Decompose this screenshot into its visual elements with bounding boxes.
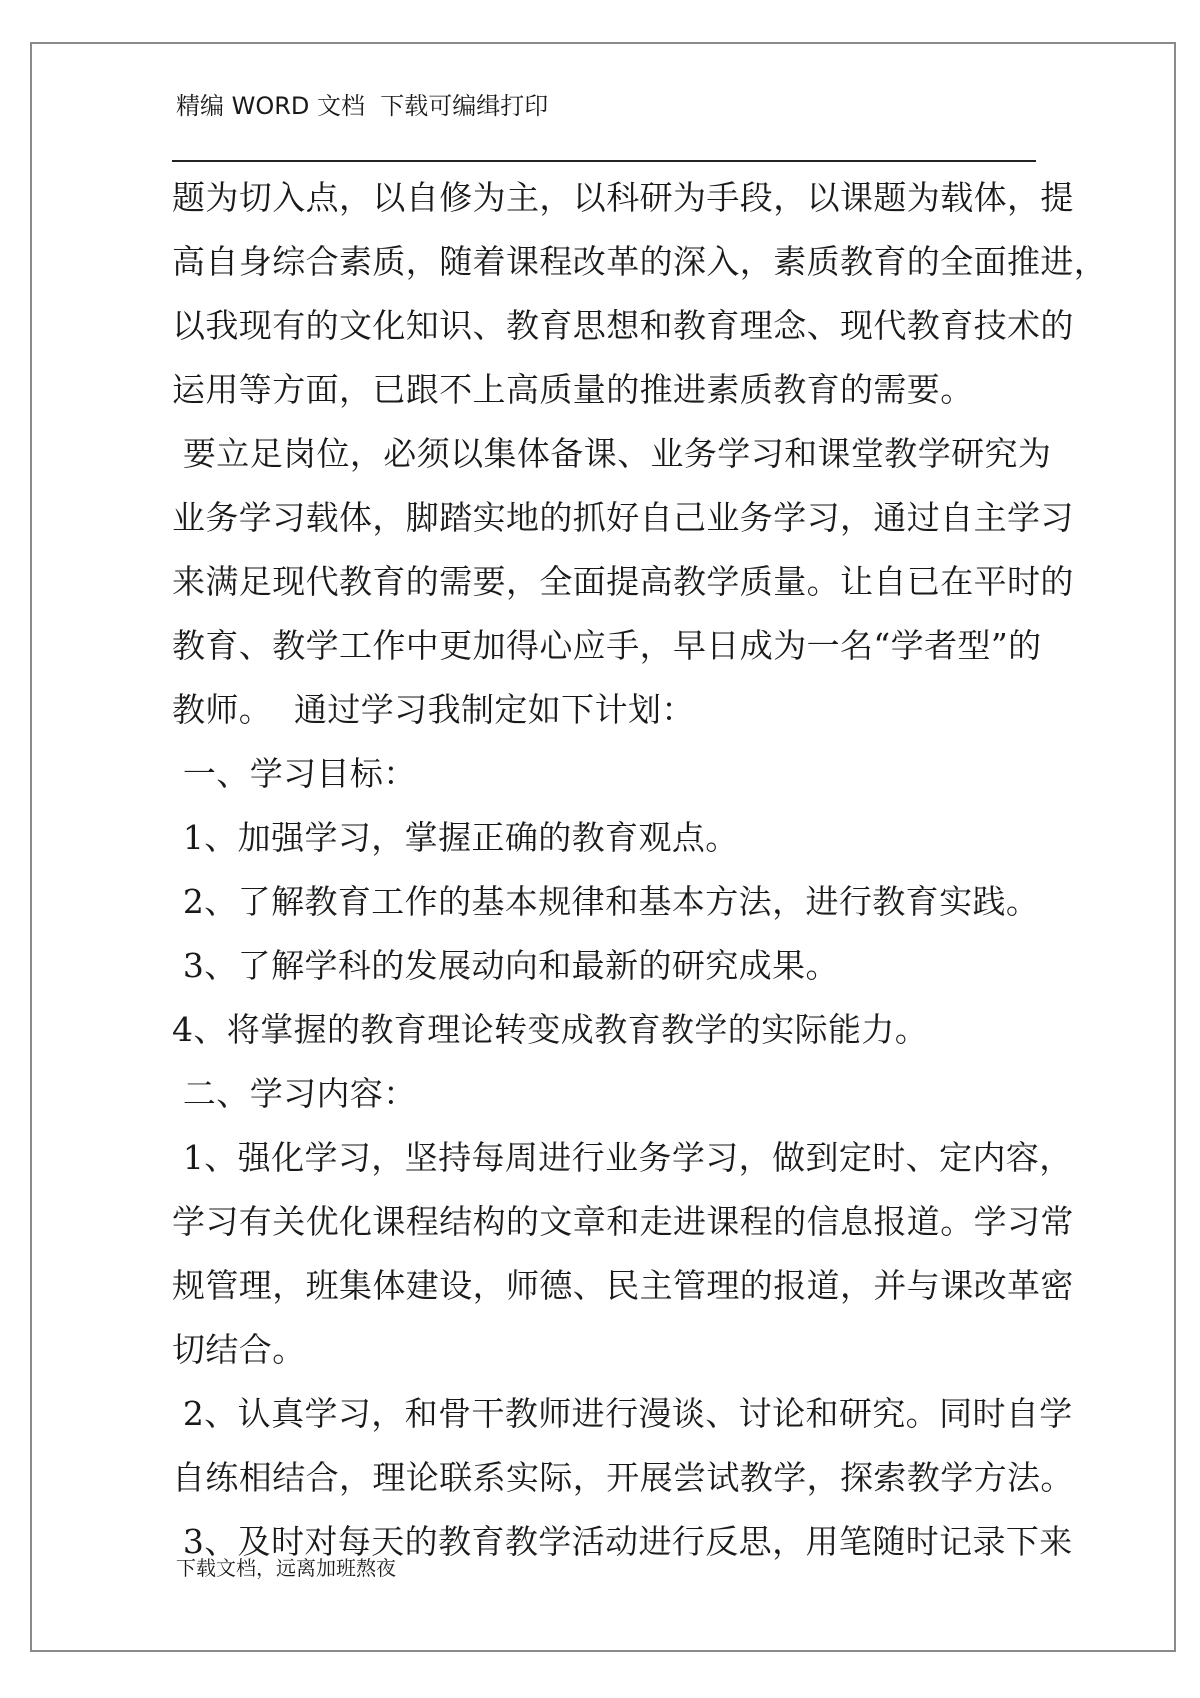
body-line: 以我现有的文化知识、教育思想和教育理念、现代教育技术的 <box>172 306 1074 345</box>
list-item: 1、强化学习，坚持每周进行业务学习，做到定时、定内容， <box>172 1138 1073 1177</box>
list-item: 4、将掌握的教育理论转变成教育教学的实际能力。 <box>172 1010 929 1049</box>
document-body <box>172 166 1108 1574</box>
list-item: 3、了解学科的发展动向和最新的研究成果。 <box>172 946 839 985</box>
list-item: 1、加强学习，掌握正确的教育观点。 <box>172 818 739 857</box>
body-line: 要立足岗位，必须以集体备课、业务学习和课堂教学研究为 <box>172 434 1052 473</box>
body-line: 高自身综合素质，随着课程改革的深入，素质教育的全面推进， <box>172 242 1108 281</box>
body-line: 教师。 通过学习我制定如下计划： <box>172 690 695 729</box>
body-line: 自练相结合，理论联系实际，开展尝试教学，探索教学方法。 <box>172 1458 1074 1497</box>
body-line: 题为切入点，以自修为主，以科研为手段，以课题为载体，提 <box>172 178 1074 217</box>
page-header: 精编 WORD 文档 下载可编缉打印 <box>176 92 549 120</box>
body-line: 教育、教学工作中更加得心应手，早日成为一名“学者型”的 <box>172 626 1042 665</box>
section-heading: 一、学习目标： <box>172 754 417 793</box>
page-footer: 下载文档，远离加班熬夜 <box>176 1556 396 1580</box>
body-line: 来满足现代教育的需要，全面提高教学质量。让自已在平时的 <box>172 562 1074 601</box>
body-line: 学习有关优化课程结构的文章和走进课程的信息报道。学习常 <box>172 1202 1074 1241</box>
section-heading: 二、学习内容： <box>172 1074 417 1113</box>
list-item: 3、及时对每天的教育教学活动进行反思，用笔随时记录下来 <box>172 1522 1073 1561</box>
body-line: 切结合。 <box>172 1330 306 1369</box>
body-line: 运用等方面，已跟不上高质量的推进素质教育的需要。 <box>172 370 974 409</box>
list-item: 2、了解教育工作的基本规律和基本方法，进行教育实践。 <box>172 882 1040 921</box>
body-line: 业务学习载体，脚踏实地的抓好自己业务学习，通过自主学习 <box>172 498 1074 537</box>
header-divider <box>172 160 1036 162</box>
list-item: 2、认真学习，和骨干教师进行漫谈、讨论和研究。同时自学 <box>172 1394 1073 1433</box>
body-line: 规管理，班集体建设，师德、民主管理的报道，并与课改革密 <box>172 1266 1074 1305</box>
